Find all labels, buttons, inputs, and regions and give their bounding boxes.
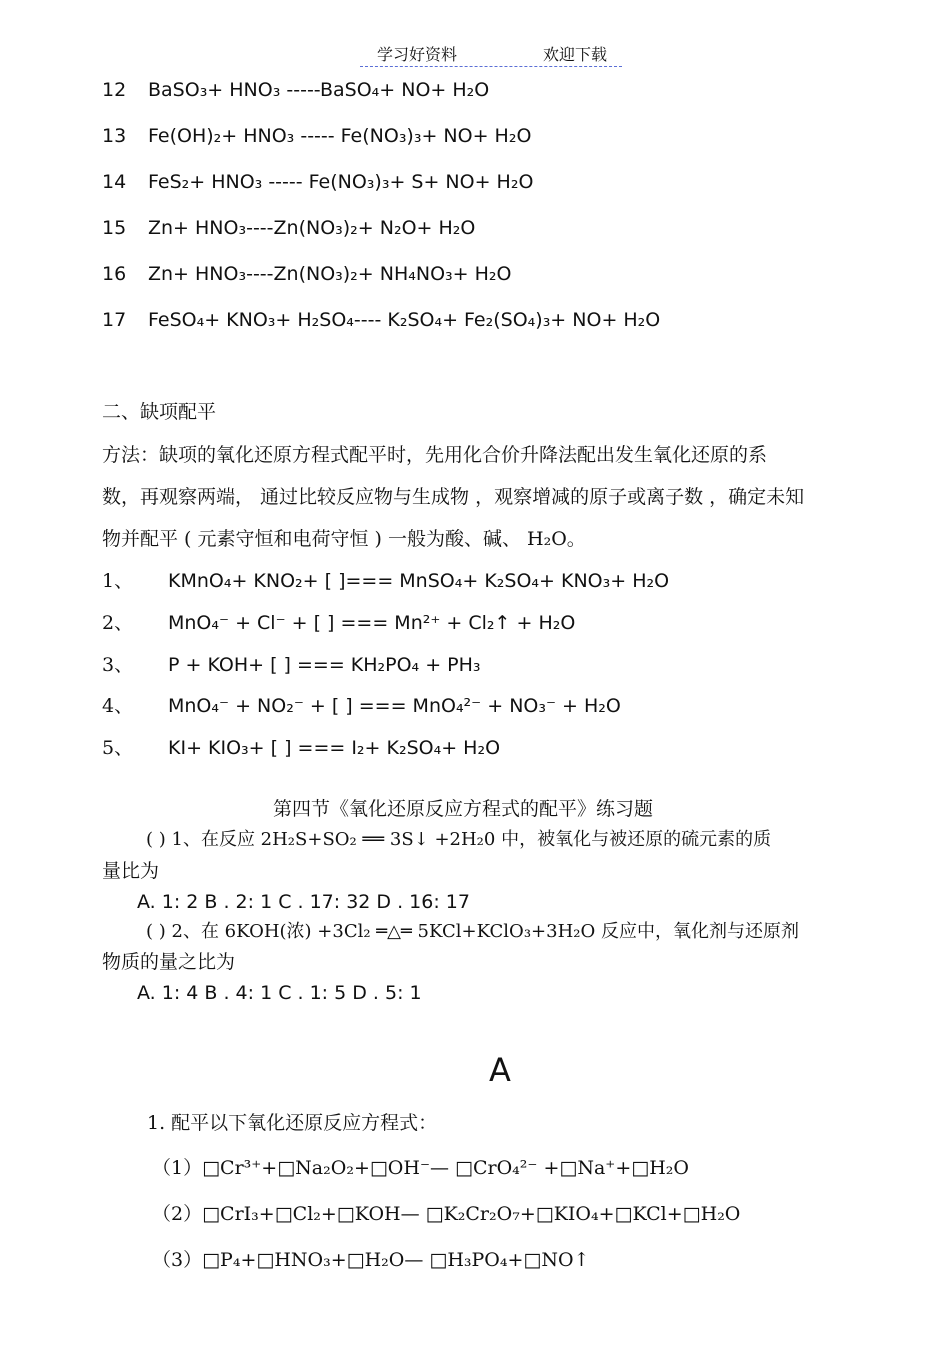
item-number: 1、	[102, 570, 134, 592]
item-number: 3、	[102, 654, 134, 676]
equation-line	[102, 265, 511, 284]
method-line: 物并配平 ( 元素守恒和电荷守恒 ) 一般为酸、碱、 H₂O。	[102, 528, 586, 550]
equation-text: KMnO₄+ KNO₂+ [ ]=== MnSO₄+ K₂SO₄+ KNO₃+ H₂O	[168, 570, 670, 592]
question-options: A. 1: 4 B . 4: 1 C . 1: 5 D . 5: 1	[137, 982, 422, 1004]
equation-text: MnO₄⁻ + NO₂⁻ + [ ] === MnO₄²⁻ + NO₃⁻ + H₂O	[168, 695, 621, 717]
exercise-item: （2）□CrI₃+□Cl₂+□KOH— □K₂Cr₂O₇+□KIO₄+□KCl+□H₂O	[152, 1203, 741, 1225]
item-number: 4、	[102, 695, 134, 717]
section-title: 第四节《氧化还原反应方程式的配平》练习题	[273, 798, 654, 820]
equation-line	[102, 81, 489, 100]
question-line: ( ) 1、在反应 2H₂S+SO₂ ══ 3S↓ +2H₂0 中，被氧化与被还原的硫元素的质	[146, 829, 772, 850]
method-line: 方法：缺项的氧化还原方程式配平时，先用化合价升降法配出发生氧化还原的系	[102, 444, 768, 466]
equation-text: Zn+ HNO₃----Zn(NO₃)₂+ N₂O+ H₂O	[148, 217, 476, 239]
question-options: A. 1: 2 B . 2: 1 C . 17: 32 D . 16: 17	[137, 891, 470, 913]
question-line: 物质的量之比为	[102, 951, 236, 973]
equation-number: 17	[102, 309, 127, 331]
equation-number: 15	[102, 217, 127, 239]
item-number: 2、	[102, 612, 134, 634]
equation-line	[102, 572, 669, 591]
equation-line	[102, 219, 475, 238]
equation-text: FeS₂+ HNO₃ ----- Fe(NO₃)₃+ S+ NO+ H₂O	[148, 171, 534, 193]
equation-number: 13	[102, 125, 127, 147]
equation-text: MnO₄⁻ + Cl⁻ + [ ] === Mn²⁺ + Cl₂↑ + H₂O	[168, 612, 576, 634]
equation-number: 14	[102, 171, 127, 193]
equation-line	[102, 697, 621, 716]
question-line: ( ) 2、在 6KOH(浓) +3Cl₂ ═△═ 5KCl+KClO₃+3H₂O 反应中，氧化剂与还原剂	[146, 921, 799, 942]
page-header	[360, 40, 622, 67]
equation-text: FeSO₄+ KNO₃+ H₂SO₄---- K₂SO₄+ Fe₂(SO₄)₃+ NO+ H₂O	[148, 309, 661, 331]
item-number: 5、	[102, 737, 134, 759]
header-right-text: 欢迎下载	[543, 45, 608, 64]
equation-line	[102, 739, 500, 758]
question-line: 量比为	[102, 860, 160, 882]
equation-line	[102, 173, 533, 192]
equation-text: BaSO₃+ HNO₃ -----BaSO₄+ NO+ H₂O	[148, 79, 490, 101]
method-line: 数，再观察两端， 通过比较反应物与生成物 ，观察增减的原子或离子数 ，确定未知	[102, 486, 805, 508]
equation-text: Fe(OH)₂+ HNO₃ ----- Fe(NO₃)₃+ NO+ H₂O	[148, 125, 532, 147]
equation-number: 12	[102, 79, 127, 101]
equation-number: 16	[102, 263, 127, 285]
section-title: 二、缺项配平	[102, 401, 217, 423]
exercise-intro: 1. 配平以下氧化还原反应方程式：	[147, 1112, 438, 1134]
exercise-item: （3）□P₄+□HNO₃+□H₂O— □H₃PO₄+□NO↑	[152, 1249, 590, 1271]
equation-line	[102, 127, 531, 146]
exercise-item: （1）□Cr³⁺+□Na₂O₂+□OH⁻— □CrO₄²⁻ +□Na⁺+□H₂O	[152, 1157, 689, 1179]
equation-text: KI+ KIO₃+ [ ] === I₂+ K₂SO₄+ H₂O	[168, 737, 501, 759]
section-heading-a: A	[489, 1051, 511, 1089]
equation-text: P + KOH+ [ ] === KH₂PO₄ + PH₃	[168, 654, 481, 676]
equation-line	[102, 656, 481, 675]
equation-text: Zn+ HNO₃----Zn(NO₃)₂+ NH₄NO₃+ H₂O	[148, 263, 512, 285]
header-left-text: 学习好资料	[377, 45, 458, 64]
equation-line	[102, 311, 660, 330]
equation-line	[102, 614, 575, 633]
